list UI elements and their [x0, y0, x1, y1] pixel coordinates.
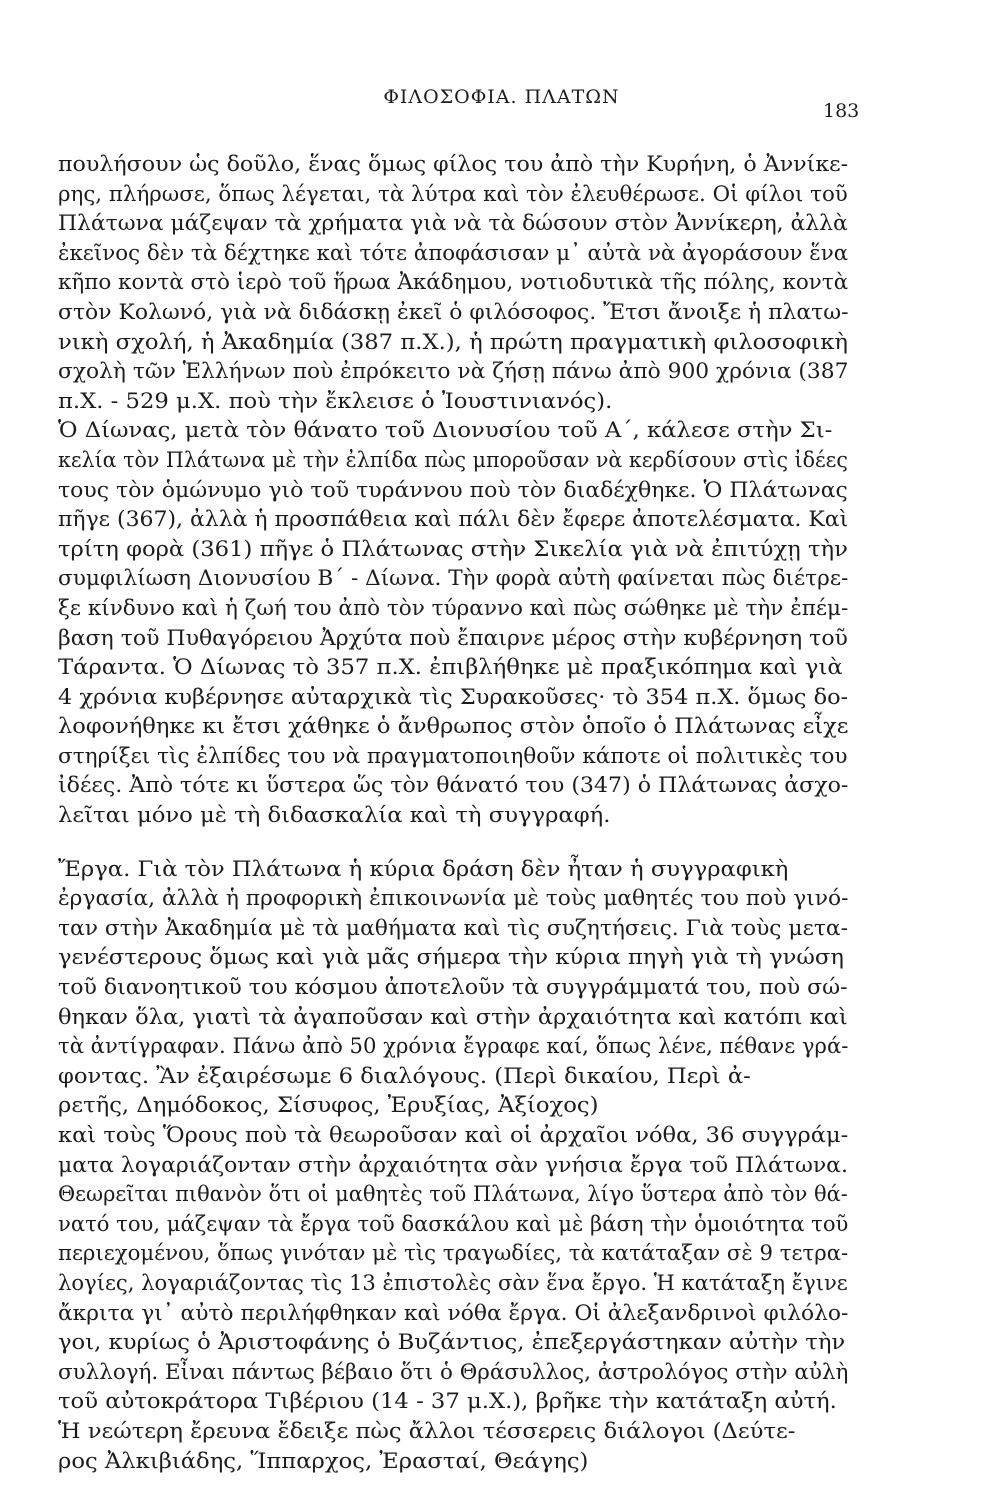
text-line: ταν στὴν Ἀκαδημία μὲ τὰ μαθήματα καὶ τὶς συζητήσεις. Γιὰ τοὺς μετα-: [58, 915, 848, 940]
text-line: ρος Ἀλκιβιάδης, Ἵππαρχος, Ἐρασταί, Θεάγης): [58, 1448, 589, 1473]
text-line: σχολὴ τῶν Ἑλλήνων ποὺ ἐπρόκειτο νὰ ζήσῃ πάνω ἀπὸ 900 χρόνια (387: [58, 359, 849, 384]
text-line: ρης, πλήρωσε, ὅπως λέγεται, τὰ λύτρα καὶ τὸν ἐλευθέρωσε. Οἱ φίλοι τοῦ: [58, 181, 848, 206]
text-line: λογίες, λογαριάζοντας τὶς 13 ἐπιστολὲς σὰν ἕνα ἔργο. Ἡ κατάταξη ἔγινε: [58, 1270, 848, 1295]
text-line: περιεχομένου, ὅπως γινόταν μὲ τὶς τραγωδίες, τὰ κατάταξαν σὲ 9 τετρα-: [58, 1241, 849, 1266]
text-line: π.Χ. - 529 μ.Χ. ποὺ τὴν ἔκλεισε ὁ Ἰουστινιανός).: [58, 388, 613, 413]
text-line: νικὴ σχολή, ἡ Ἀκαδημία (387 π.Χ.), ἡ πρώτη πραγματικὴ φιλοσοφικὴ: [58, 329, 849, 354]
paragraph-4: [58, 1417, 858, 1476]
text-line: λεῖται μόνο μὲ τὴ διδασκαλία καὶ τὴ συγγραφή.: [58, 803, 611, 828]
text-line: πουλήσουν ὡς δοῦλο, ἕνας ὅμως φίλος του ἀπὸ τὴν Κυρήνη, ὁ Ἀννίκε-: [58, 152, 849, 176]
text-line: τοῦ αὐτοκράτορα Τιβέριου (14 - 37 μ.Χ.), βρῆκε τὴν κατάταξη αὐτή.: [58, 1389, 837, 1414]
body-text: [58, 150, 858, 1476]
text-line: ματα λογαριάζονταν στὴν ἀρχαιότητα σὰν γνήσια ἔργα τοῦ Πλάτωνα.: [58, 1152, 848, 1177]
paragraph-3: [58, 855, 858, 1417]
text-line: λοφονήθηκε κι ἔτσι χάθηκε ὁ ἄνθρωπος στὸν ὁποῖο ὁ Πλάτωνας εἶχε: [58, 714, 849, 739]
text-line: ξε κίνδυνο καὶ ἡ ζωή του ἀπὸ τὸν τύραννο καὶ πὼς σώθηκε μὲ τὴν ἐπέμ-: [58, 595, 849, 620]
text-line: συλλογή. Εἶναι πάντως βέβαιο ὅτι ὁ Θράσυλλος, ἀστρολόγος στὴν αὐλὴ: [58, 1359, 849, 1384]
text-line: ρετῆς, Δημόδοκος, Σίσυφος, Ἐρυξίας, Ἀξίοχος): [58, 1093, 599, 1118]
text-line: Ἡ νεώτερη ἔρευνα ἔδειξε πὼς ἄλλοι τέσσερεις διάλογοι (Δεύτε-: [58, 1418, 796, 1443]
text-line: θηκαν ὅλα, γιατὶ τὰ ἀγαποῦσαν καὶ στὴν ἀρχαιότητα καὶ κατόπι καὶ: [58, 1004, 848, 1029]
text-line: τοῦ διανοητικοῦ του κόσμου ἀποτελοῦν τὰ συγγράμματά του, ποὺ σώ-: [58, 975, 848, 1000]
text-line: τὰ ἀντίγραφαν. Πάνω ἀπὸ 50 χρόνια ἔγραφε καί, ὅπως λένε, πέθανε γρά-: [58, 1034, 849, 1059]
text-line: 4 χρόνια κυβέρνησε αὐταρχικὰ τὶς Συρακοῦσες· τὸ 354 π.Χ. ὅμως δο-: [58, 684, 849, 709]
text-line: πῆγε (367), ἀλλὰ ἡ προσπάθεια καὶ πάλι δὲν ἔφερε ἀποτελέσματα. Καὶ: [58, 507, 849, 532]
text-line: καὶ τοὺς Ὅρους ποὺ τὰ θεωροῦσαν καὶ οἱ ἀρχαῖοι νόθα, 36 συγγράμ-: [58, 1123, 849, 1147]
text-line: Πλάτωνα μάζεψαν τὰ χρήματα γιὰ νὰ τὰ δώσουν στὸν Ἀννίκερη, ἀλλὰ: [58, 211, 848, 236]
text-line: νατό του, μάζεψαν τὰ ἔργα τοῦ δασκάλου καὶ μὲ βάση τὴν ὁμοιότητα τοῦ: [58, 1211, 849, 1236]
running-title: ΦΙΛΟΣΟΦΙΑ. ΠΛΑΤΩΝ: [383, 86, 620, 108]
text-line: φοντας. Ἂν ἐξαιρέσωμε 6 διαλόγους. (Περὶ δικαίου, Περὶ ἀ-: [58, 1063, 751, 1088]
text-line: γενέστερους ὅμως καὶ γιὰ μᾶς σήμερα τὴν κύρια πηγὴ γιὰ τὴ γνώση: [58, 945, 844, 970]
text-line: Θεωρεῖται πιθανὸν ὅτι οἱ μαθητὲς τοῦ Πλάτωνα, λίγο ὕστερα ἀπὸ τὸν θά-: [58, 1182, 848, 1207]
text-line: ἐκεῖνος δὲν τὰ δέχτηκε καὶ τότε ἀποφάσισαν μ᾽ αὐτὰ νὰ ἀγοράσουν ἕνα: [58, 240, 849, 265]
text-line: Ἔργα. Γιὰ τὸν Πλάτωνα ἡ κύρια δράση δὲν ἦταν ἡ συγγραφικὴ: [58, 856, 789, 881]
text-line: βαση τοῦ Πυθαγόρειου Ἀρχύτα ποὺ ἔπαιρνε μέρος στὴν κυβέρνηση τοῦ: [58, 625, 848, 650]
text-line: κῆπο κοντὰ στὸ ἱερὸ τοῦ ἥρωα Ἀκάδημου, νοτιοδυτικὰ τῆς πόλης, κοντὰ: [58, 270, 849, 295]
paragraph-gap: [58, 831, 858, 855]
paragraph-1: [58, 150, 858, 416]
text-line: ἰδέες. Ἀπὸ τότε κι ὕστερα ὥς τὸν θάνατό του (347) ὁ Πλάτωνας ἀσχο-: [58, 773, 849, 798]
text-line: Τάραντα. Ὁ Δίωνας τὸ 357 π.Χ. ἐπιβλήθηκε μὲ πραξικόπημα καὶ γιὰ: [58, 655, 843, 680]
text-line: ἐργασία, ἀλλὰ ἡ προφορικὴ ἐπικοινωνία μὲ τοὺς μαθητές του ποὺ γινό-: [58, 886, 849, 911]
text-line: τους τὸν ὁμώνυμο γιὸ τοῦ τυράννου ποὺ τὸν διαδέχθηκε. Ὁ Πλάτωνας: [58, 477, 848, 502]
text-line: Ὁ Δίωνας, μετὰ τὸν θάνατο τοῦ Διονυσίου τοῦ Α΄, κάλεσε στὴν Σι-: [58, 418, 833, 443]
paragraph-2: [58, 416, 858, 830]
text-line: συμφιλίωση Διονυσίου Β΄ - Δίωνα. Τὴν φορὰ αὐτὴ φαίνεται πὼς διέτρε-: [58, 566, 849, 591]
text-line: στηρίξει τὶς ἐλπίδες του νὰ πραγματοποιηθοῦν κάποτε οἱ πολιτικὲς του: [58, 743, 848, 768]
text-line: ἄκριτα γι᾽ αὐτὸ περιλήφθηκαν καὶ νόθα ἔργα. Οἱ ἀλεξανδρινοὶ φιλόλο-: [58, 1300, 849, 1325]
text-line: γοι, κυρίως ὁ Ἀριστοφάνης ὁ Βυζάντιος, ἐπεξεργάστηκαν αὐτὴν τὴν: [58, 1330, 846, 1355]
page-number: 183: [823, 100, 860, 122]
text-line: τρίτη φορὰ (361) πῆγε ὁ Πλάτωνας στὴν Σικελία γιὰ νὰ ἐπιτύχῃ τὴν: [58, 536, 848, 561]
text-line: στὸν Κολωνό, γιὰ νὰ διδάσκῃ ἐκεῖ ὁ φιλόσοφος. Ἔτσι ἄνοιξε ἡ πλατω-: [58, 299, 849, 324]
text-line: κελία τὸν Πλάτωνα μὲ τὴν ἐλπίδα πὼς μποροῦσαν νὰ κερδίσουν στὶς ἰδέες: [58, 447, 848, 472]
